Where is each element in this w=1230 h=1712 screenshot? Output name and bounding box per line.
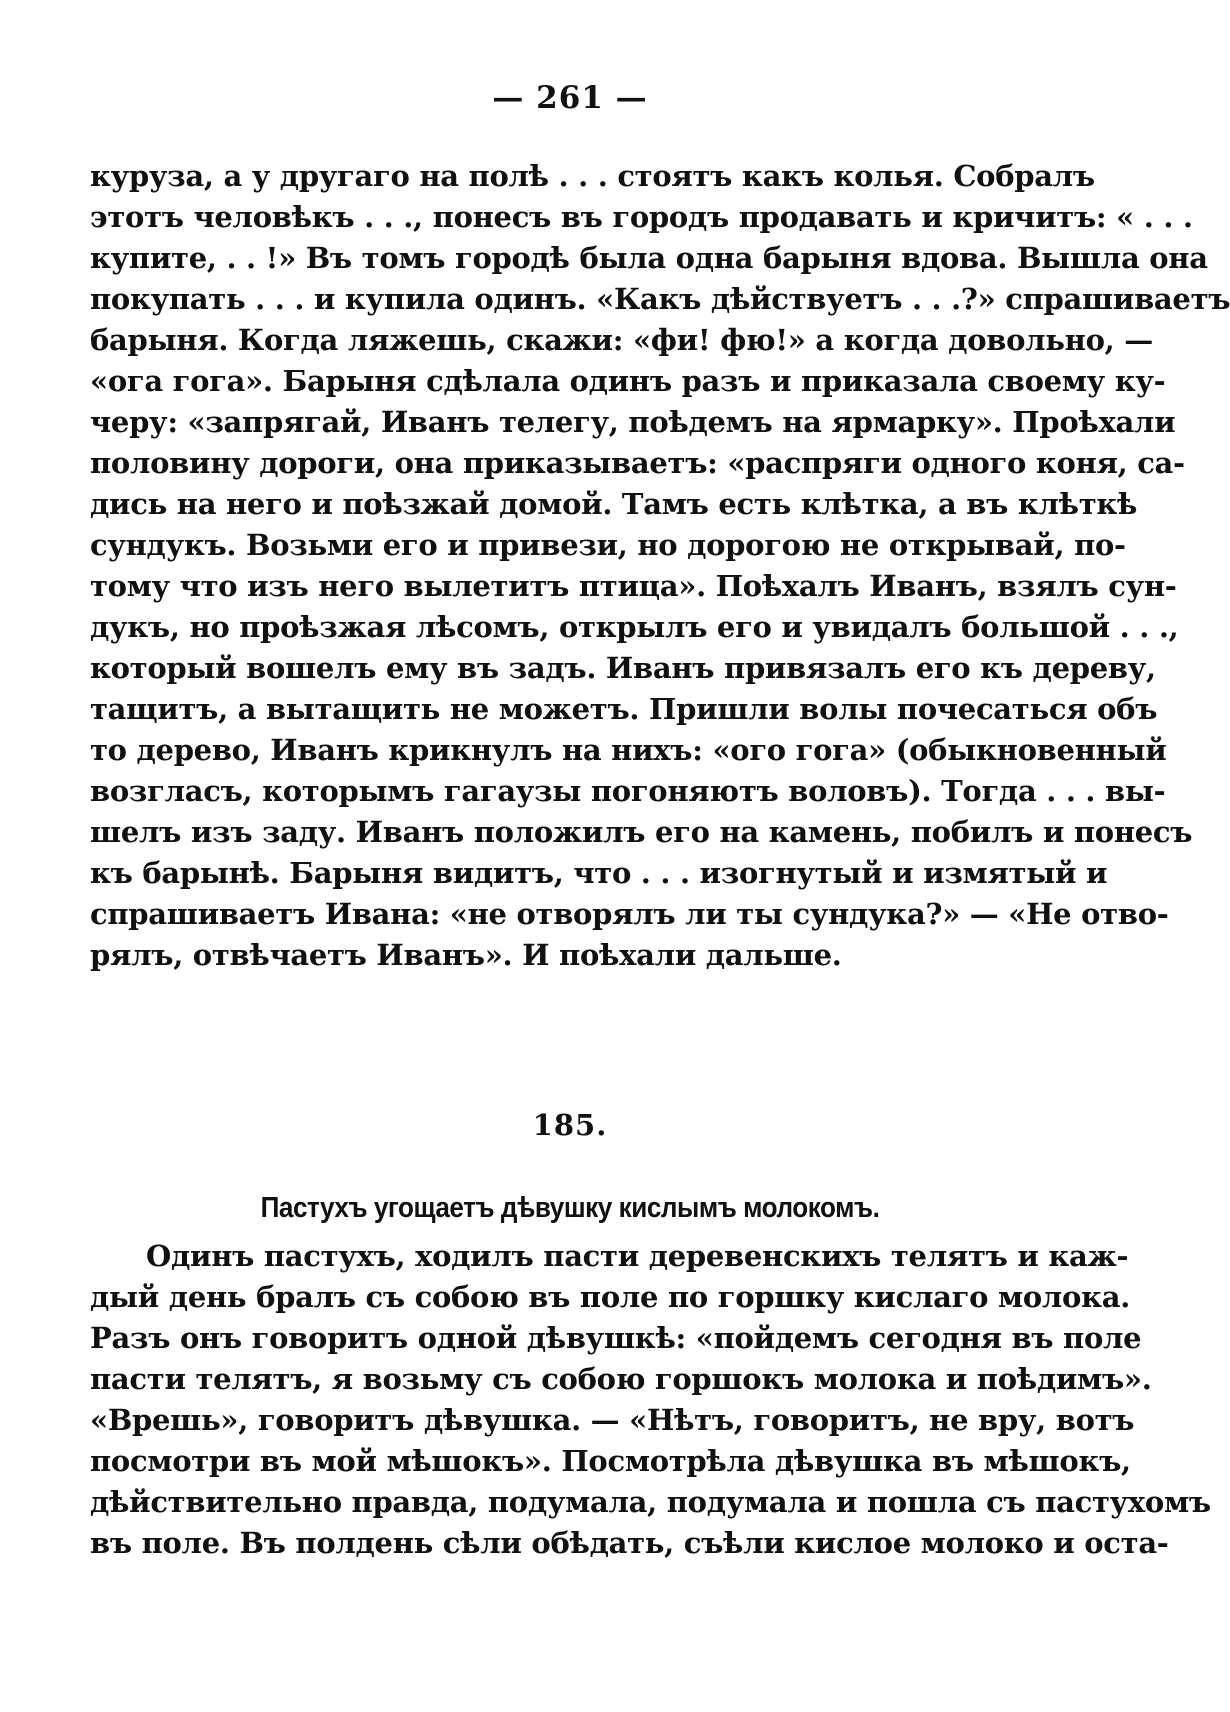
text-line: половину дороги, она приказываетъ: «распряги одного коня, са- — [90, 446, 1185, 480]
text-line: дѣйствительно правда, подумала, подумала и пошла съ пастухомъ — [90, 1485, 1211, 1519]
text-line: рялъ, отвѣчаетъ Иванъ». И поѣхали дальше. — [90, 938, 842, 972]
text-line: покупать . . . и купила одинъ. «Какъ дѣйствуетъ . . .?» спрашиваетъ — [90, 282, 1230, 316]
text-line: дый день бралъ съ собою въ поле по горшку кислаго молока. — [90, 1280, 1130, 1314]
text-line: Разъ онъ говоритъ одной дѣвушкѣ: «пойдемъ сегодня въ поле — [90, 1321, 1142, 1355]
page-number: — 261 — — [492, 80, 648, 116]
text-line: пасти телятъ, я возьму съ собою горшокъ молока и поѣдимъ». — [90, 1362, 1152, 1396]
text-line: сундукъ. Возьми его и привези, но дорогою не открывай, по- — [90, 528, 1126, 562]
text-line: барыня. Когда ляжешь, скажи: «фи! фю!» а когда довольно, — — [90, 323, 1153, 357]
story-185-text — [90, 1236, 1211, 1564]
text-line: купите, . . !» Въ томъ городѣ была одна барыня вдова. Вышла она — [90, 241, 1208, 275]
text-line: шелъ изъ заду. Иванъ положилъ его на камень, побилъ и понесъ — [90, 815, 1193, 849]
text-line: то дерево, Иванъ крикнулъ на нихъ: «ого гога» (обыкновенный — [90, 733, 1167, 767]
text-line: къ барынѣ. Барыня видитъ, что . . . изогнутый и измятый и — [90, 856, 1108, 890]
text-line: спрашиваетъ Ивана: «не отворялъ ли ты сундука?» — «Не отво- — [90, 897, 1169, 931]
text-line: дись на него и поѣзжай домой. Тамъ есть клѣтка, а въ клѣткѣ — [90, 487, 1138, 521]
text-line: дукъ, но проѣзжая лѣсомъ, открылъ его и увидалъ большой . . ., — [90, 610, 1179, 644]
section-number: 185. — [532, 1108, 608, 1142]
text-line: возгласъ, которымъ гагаузы погоняютъ воловъ). Тогда . . . вы- — [90, 774, 1166, 808]
text-line: посмотри въ мой мѣшокъ». Посмотрѣла дѣвушка въ мѣшокъ, — [90, 1444, 1131, 1478]
story-184-continuation — [90, 156, 1230, 976]
text-line: куруза, а у другаго на полѣ . . . стоятъ какъ колья. Собралъ — [90, 159, 1095, 193]
text-line: тащитъ, а вытащить не можетъ. Пришли волы почесаться объ — [90, 692, 1158, 726]
text-line: въ поле. Въ полдень сѣли обѣдать, съѣли кислое молоко и оста- — [90, 1526, 1169, 1560]
text-line: «Врешь», говоритъ дѣвушка. — «Нѣтъ, говоритъ, не вру, вотъ — [90, 1403, 1135, 1437]
text-line: «ога гога». Барыня сдѣлала одинъ разъ и приказала своему ку- — [90, 364, 1166, 398]
text-line: Одинъ пастухъ, ходилъ пасти деревенскихъ телятъ и каж- — [146, 1239, 1129, 1273]
text-line: черу: «запрягай, Иванъ телегу, поѣдемъ на ярмарку». Проѣхали — [90, 405, 1176, 439]
text-line: этотъ человѣкъ . . ., понесъ въ городъ продавать и кричитъ: « . . . — [90, 200, 1193, 234]
section-title: Пастухъ угощаетъ дѣвушку кислымъ молокомъ. — [260, 1192, 880, 1224]
text-line: который вошелъ ему въ задъ. Иванъ привязалъ его къ дереву, — [90, 651, 1156, 685]
text-line: тому что изъ него вылетитъ птица». Поѣхалъ Иванъ, взялъ сун- — [90, 569, 1177, 603]
